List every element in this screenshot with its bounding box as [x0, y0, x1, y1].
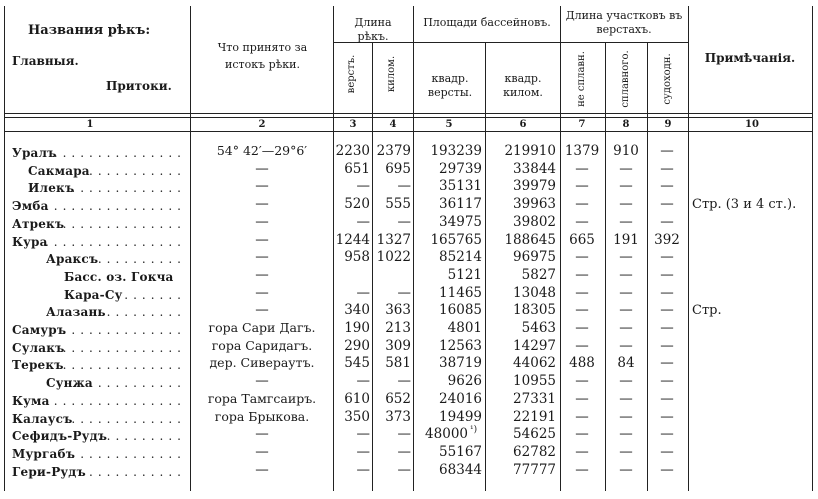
- cell-basin-versts: 85214: [439, 249, 482, 266]
- dot-leader: ...........: [89, 163, 186, 178]
- cell-source: —: [255, 249, 269, 266]
- cell-source: —: [255, 196, 269, 213]
- cell-navigable: —: [660, 266, 674, 283]
- cell-basin-km: 33844: [513, 160, 556, 177]
- cell-basin-km: 219910: [504, 143, 556, 159]
- cell-float: 84: [617, 355, 635, 372]
- cell-river-name: Кума: [12, 393, 50, 408]
- cell-source: гора Сари Дагъ.: [208, 320, 316, 335]
- dot-leader: ..............: [62, 340, 186, 355]
- cell-length-versts: 340: [344, 302, 370, 319]
- cell-basin-versts: 9626: [447, 373, 482, 390]
- column-number: 9: [664, 119, 672, 130]
- cell-source: —: [255, 160, 269, 177]
- cell-basin-versts: 193239: [430, 143, 482, 159]
- cell-basin-km: 96975: [513, 249, 556, 266]
- cell-length-km: 2379: [376, 143, 411, 159]
- cell-basin-versts: 34975: [439, 213, 482, 230]
- cell-nonfloat: —: [575, 249, 589, 266]
- cell-float: —: [619, 160, 633, 177]
- cell-basin-km: 5463: [521, 320, 556, 336]
- cell-river-name: Сулакъ: [12, 340, 65, 355]
- cell-length-km: 309: [385, 337, 411, 354]
- column-number: 5: [445, 119, 453, 130]
- cell-source: —: [255, 461, 269, 478]
- column-title-length-versts: верстъ.: [346, 54, 357, 94]
- cell-float: —: [619, 302, 633, 319]
- header-rule: [4, 113, 812, 114]
- cell-float: —: [619, 390, 633, 407]
- cell-nonfloat: —: [575, 213, 589, 230]
- cell-basin-km: 5827: [521, 266, 556, 283]
- cell-basin-versts: 48000: [425, 426, 468, 443]
- cell-navigable: —: [660, 213, 674, 230]
- cell-river-name: Сунжа: [46, 376, 93, 391]
- cell-river-name: Атрекъ: [12, 216, 65, 231]
- cell-nonfloat: —: [575, 461, 589, 478]
- cell-basin-versts: 38719: [439, 355, 482, 372]
- cell-nonfloat: —: [575, 443, 589, 460]
- cell-basin-km: 39963: [513, 196, 556, 213]
- cell-source: —: [255, 373, 269, 390]
- cell-length-km: 373: [385, 408, 411, 425]
- cell-length-km: 695: [385, 160, 411, 177]
- column-number: 3: [349, 119, 357, 130]
- cell-basin-km: 54625: [513, 426, 556, 443]
- cell-source: гора Тамгсаиръ.: [207, 390, 317, 406]
- cell-river-name: Уралъ: [12, 146, 57, 160]
- cell-basin-versts: 35131: [439, 178, 482, 195]
- cell-float: —: [619, 408, 633, 425]
- cell-length-km: —: [397, 461, 411, 478]
- cell-nonfloat: —: [575, 284, 589, 301]
- column-number: 10: [745, 119, 759, 130]
- cell-nonfloat: 665: [569, 231, 595, 248]
- column-title-source: Что принято за истокъ рѣки.: [217, 41, 308, 71]
- cell-nonfloat: —: [575, 178, 589, 195]
- column-title-basin: Площади бассейновъ.: [423, 16, 551, 29]
- cell-float: —: [619, 249, 633, 266]
- dot-leader: ..............: [62, 323, 186, 337]
- cell-length-km: —: [397, 178, 411, 195]
- cell-float: —: [619, 266, 633, 283]
- column-title-float: сплавного.: [620, 50, 631, 108]
- cell-navigable: —: [660, 373, 674, 390]
- cell-length-km: 652: [385, 390, 411, 407]
- cell-river-name: Калаусъ: [12, 411, 73, 426]
- cell-nonfloat: —: [575, 373, 589, 390]
- cell-basin-versts: 29739: [439, 160, 482, 177]
- column-title-length: Длина рѣкъ.: [354, 16, 392, 44]
- cell-basin-versts: 4801: [447, 320, 482, 336]
- cell-length-versts: 190: [344, 320, 370, 336]
- cell-length-versts: 610: [344, 390, 370, 407]
- cell-basin-km: 14297: [513, 337, 556, 354]
- cell-float: —: [619, 443, 633, 460]
- cell-nonfloat: 1379: [564, 143, 600, 159]
- cell-basin-versts: 19499: [439, 408, 482, 425]
- cell-basin-km: 22191: [513, 408, 556, 425]
- cell-navigable: —: [660, 390, 674, 407]
- cell-river-name: Мургабъ: [12, 446, 76, 461]
- cell-source: —: [255, 213, 269, 230]
- cell-river-name: Гери-Рудъ: [12, 464, 86, 479]
- cell-river-name: Терекъ: [12, 358, 64, 373]
- cell-float: —: [619, 461, 633, 478]
- cell-basin-versts: 36117: [439, 196, 482, 213]
- column-title-main: Главныя.: [12, 54, 79, 68]
- cell-navigable: —: [660, 355, 674, 372]
- cell-float: —: [619, 196, 633, 213]
- cell-navigable: —: [660, 461, 674, 478]
- dot-leader: ..............: [62, 358, 186, 373]
- cell-float: —: [619, 426, 633, 443]
- cell-river-name: Алазань: [46, 305, 106, 320]
- cell-float: —: [619, 337, 633, 354]
- column-number-rule: [4, 131, 812, 132]
- cell-river-name: Эмба: [12, 199, 49, 214]
- cell-length-km: 213: [385, 320, 411, 336]
- column-number: 1: [86, 119, 94, 130]
- cell-length-versts: —: [356, 373, 370, 390]
- column-title-tributaries: Притоки.: [106, 79, 172, 93]
- cell-navigable: 392: [654, 231, 680, 248]
- header-subrule: [560, 42, 688, 43]
- dot-leader: .........: [106, 305, 186, 320]
- column-title-notes: Примѣчанія.: [704, 51, 796, 65]
- cell-navigable: —: [660, 302, 674, 319]
- dot-leader: ................: [44, 393, 186, 408]
- cell-river-name: Кара-Су: [64, 287, 123, 302]
- cell-navigable: —: [660, 408, 674, 425]
- cell-basin-km: 13048: [513, 284, 556, 301]
- cell-length-versts: —: [356, 443, 370, 460]
- cell-float: 910: [613, 143, 639, 159]
- cell-length-versts: —: [356, 426, 370, 443]
- cell-basin-km: 44062: [513, 355, 556, 372]
- cell-nonfloat: —: [575, 390, 589, 407]
- column-number: 7: [578, 119, 586, 130]
- dot-leader: ...............: [53, 146, 186, 160]
- header-subrule: [413, 42, 560, 43]
- column-title-length-km: килом.: [386, 55, 397, 93]
- dot-leader: ..............: [62, 216, 186, 231]
- cell-basin-km: 10955: [513, 373, 556, 390]
- cell-nonfloat: —: [575, 337, 589, 354]
- cell-length-km: —: [397, 443, 411, 460]
- cell-float: —: [619, 320, 633, 336]
- column-number: 8: [622, 119, 630, 130]
- cell-length-km: 581: [385, 355, 411, 372]
- dot-leader: ..........: [97, 252, 186, 267]
- cell-nonfloat: —: [575, 320, 589, 336]
- cell-source: 54° 42′—29°6′: [216, 143, 308, 158]
- dot-leader: ................: [44, 199, 186, 214]
- cell-source: —: [255, 231, 269, 248]
- cell-navigable: —: [660, 426, 674, 443]
- cell-basin-versts: 68344: [439, 461, 482, 478]
- column-title-sections: Длина участковъ въ верстахъ.: [565, 9, 683, 37]
- cell-river-name: Араксъ: [46, 252, 99, 267]
- dot-leader: .............: [71, 446, 186, 461]
- cell-length-versts: 520: [344, 196, 370, 213]
- cell-length-versts: —: [356, 213, 370, 230]
- cell-source: —: [255, 284, 269, 301]
- column-title-names: Названия рѣкъ:: [28, 23, 151, 38]
- cell-river-name: Самуръ: [12, 323, 67, 337]
- table-border-left: [4, 6, 5, 491]
- cell-source: —: [255, 178, 269, 195]
- cell-length-km: —: [397, 213, 411, 230]
- dot-leader: .......: [124, 287, 186, 302]
- cell-length-versts: —: [356, 284, 370, 301]
- cell-nonfloat: 488: [569, 355, 595, 372]
- cell-length-versts: —: [356, 461, 370, 478]
- cell-length-km: 1327: [376, 231, 411, 248]
- cell-navigable: —: [660, 143, 674, 159]
- cell-source: гора Саридагъ.: [211, 337, 313, 353]
- cell-length-versts: 2230: [335, 143, 370, 159]
- dot-leader: ..........: [97, 429, 186, 444]
- cell-river-name: Басс. оз. Гокча: [64, 269, 174, 284]
- cell-navigable: —: [660, 443, 674, 460]
- cell-length-km: 363: [385, 302, 411, 319]
- column-title-basin-versts: квадр. версты.: [427, 72, 473, 100]
- cell-basin-km: 39979: [513, 178, 556, 195]
- cell-basin-km: 62782: [513, 443, 556, 460]
- cell-nonfloat: —: [575, 160, 589, 177]
- cell-source: гора Брыкова.: [214, 408, 310, 424]
- cell-basin-versts: 16085: [439, 302, 482, 319]
- cell-length-km: 555: [385, 196, 411, 213]
- cell-basin-km: 39802: [513, 213, 556, 230]
- cell-float: 191: [613, 231, 639, 248]
- cell-length-versts: 545: [344, 355, 370, 372]
- column-number: 6: [519, 119, 527, 130]
- cell-length-versts: 290: [344, 337, 370, 354]
- cell-basin-versts: 11465: [439, 284, 482, 301]
- dot-leader: ...........: [89, 376, 186, 391]
- cell-note: Стр.: [692, 303, 722, 319]
- cell-nonfloat: —: [575, 302, 589, 319]
- cell-length-km: —: [397, 373, 411, 390]
- cell-river-name: Кура: [12, 234, 48, 249]
- footnote-marker: ¹): [470, 425, 478, 436]
- cell-nonfloat: —: [575, 408, 589, 425]
- cell-river-name: Илекъ: [28, 181, 75, 196]
- cell-float: —: [619, 178, 633, 195]
- dot-leader: .............: [71, 411, 186, 426]
- cell-basin-versts: 55167: [439, 443, 482, 460]
- dot-leader: .............: [71, 181, 186, 196]
- cell-navigable: —: [660, 249, 674, 266]
- cell-basin-km: 18305: [513, 302, 556, 319]
- cell-length-versts: —: [356, 178, 370, 195]
- column-divider: [688, 6, 689, 491]
- cell-length-km: 1022: [376, 249, 411, 266]
- column-number: 2: [258, 119, 266, 130]
- cell-basin-km: 77777: [513, 461, 556, 478]
- cell-river-name: Сакмара: [28, 163, 90, 178]
- cell-nonfloat: —: [575, 266, 589, 283]
- column-title-nonfloat: не сплавн.: [576, 51, 587, 107]
- cell-length-km: —: [397, 284, 411, 301]
- cell-source: дер. Сивераутъ.: [209, 355, 315, 371]
- cell-float: —: [619, 284, 633, 301]
- cell-navigable: —: [660, 178, 674, 195]
- cell-basin-versts: 12563: [439, 337, 482, 354]
- table-border-right: [812, 6, 813, 491]
- cell-navigable: —: [660, 320, 674, 336]
- cell-river-name: Сефидъ-Рудъ: [12, 429, 108, 444]
- cell-note: Стр. (3 и 4 ст.).: [692, 197, 797, 213]
- cell-basin-versts: 24016: [439, 390, 482, 407]
- dot-leader: ................: [44, 234, 186, 249]
- cell-length-versts: 1244: [335, 231, 370, 248]
- cell-nonfloat: —: [575, 196, 589, 213]
- cell-navigable: —: [660, 160, 674, 177]
- cell-navigable: —: [660, 196, 674, 213]
- column-title-navigable: судоходн.: [662, 53, 673, 105]
- cell-source: —: [255, 266, 269, 283]
- cell-basin-km: 188645: [504, 231, 556, 248]
- cell-float: —: [619, 373, 633, 390]
- column-divider: [190, 6, 191, 491]
- cell-length-versts: 958: [344, 249, 370, 266]
- column-title-basin-km: квадр. килом.: [503, 72, 543, 100]
- dot-leader: ...........: [89, 464, 186, 479]
- cell-length-versts: 651: [344, 160, 370, 177]
- cell-basin-km: 27331: [513, 390, 556, 407]
- cell-navigable: —: [660, 337, 674, 354]
- cell-source: —: [255, 302, 269, 319]
- cell-length-versts: 350: [344, 408, 370, 425]
- cell-basin-versts: 5121: [447, 266, 482, 283]
- cell-source: —: [255, 443, 269, 460]
- header-rule: [4, 117, 812, 118]
- cell-float: —: [619, 213, 633, 230]
- cell-source: —: [255, 426, 269, 443]
- cell-basin-versts: 165765: [430, 231, 482, 248]
- cell-nonfloat: —: [575, 426, 589, 443]
- column-number: 4: [389, 119, 397, 130]
- cell-navigable: —: [660, 284, 674, 301]
- cell-length-km: —: [397, 426, 411, 443]
